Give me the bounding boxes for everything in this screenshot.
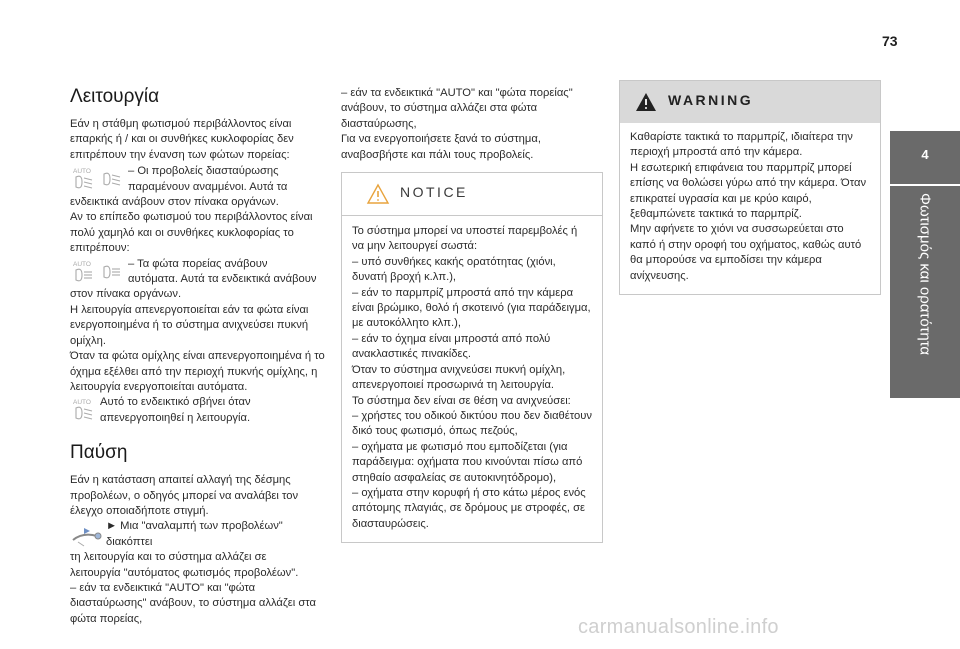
chapter-number: 4 <box>921 147 929 162</box>
auto-dipped-beam-icon <box>70 165 126 193</box>
pause-dash-1: – εάν τα ενδεικτικά "AUTO" και "φώτα διασταύρωσης" ανάβουν, το σύστημα αλλάζει στα φώτα πορείας, <box>70 581 317 625</box>
notice-item: – εάν το όχημα είναι μπροστά από πολύ ανακλαστικές πινακίδες. <box>352 332 551 361</box>
warning-title: WARNING <box>668 92 754 108</box>
auto-label: AUTO <box>73 260 91 268</box>
notice-item: – εάν το παρμπρίζ μπροστά από την κάμερα είναι βρώμικο, θολό ή σκοτεινό (για παράδειγμα, με αυτοκόλλητο κλπ.), <box>352 286 591 330</box>
column-3 <box>619 80 881 295</box>
headlamp-flash-item <box>70 519 332 581</box>
notice-p3: Το σύστημα δεν είναι σε θέση να ανιχνεύσει: <box>352 394 571 407</box>
pause-intro: Εάν η κατάσταση απαιτεί αλλαγή της δέσμης προβολέων, ο οδηγός μπορεί να αναλάβει τον έλεγχο οποιαδήποτε στιγμή. <box>70 474 299 517</box>
main-beam-item <box>70 257 332 303</box>
column-2 <box>341 86 603 543</box>
fog-indicator-first-line: Αυτό το ενδεικτικό σβήνει όταν <box>100 396 251 409</box>
notice-item: – οχήματα με φωτισμό που εμποδίζεται (για παράδειγμα: οχήματα που κινούνται πίσω από στηθαίο ασφαλείας σε αυτοκινητόδρομο), <box>352 440 583 484</box>
notice-p2: Όταν το σύστημα ανιχνεύσει πυκνή ομίχλη, απενεργοποιεί προσωρινά τη λειτουργία. <box>352 363 566 392</box>
notice-item: – υπό συνθήκες κακής ορατότητας (χιόνι, δυνατή βροχή κ.λπ.), <box>352 255 556 284</box>
fog-para: Όταν τα φώτα ομίχλης είναι απενεργοποιημένα ή το όχημα εξέλθει από την περιοχή πυκνής ομίχλης, η λειτουργία ενεργοποιείται αυτόματα. <box>70 350 325 393</box>
main-beam-second-line: αυτόματα. Αυτά τα ενδεικτικά ανάβουν <box>128 273 317 286</box>
warning-triangle-icon <box>634 91 658 113</box>
main-beam-first-line: – Τα φώτα πορείας ανάβουν <box>128 257 268 270</box>
column-1 <box>70 86 332 627</box>
page-number: 73 <box>882 33 898 49</box>
deactivation-para: Η λειτουργία απενεργοποιείται εάν τα φώτα είναι ενεργοποιημένα ή το σύστημα ανιχνεύσει πυκνή ομίχλη. <box>70 303 309 347</box>
warning-header <box>620 81 880 123</box>
chapter-number-box <box>890 131 960 184</box>
headlamp-flash-stalk-icon <box>70 520 104 548</box>
headlamp-flash-rest: λειτουργία "αυτόματος φωτισμός προβολέων". <box>70 566 299 579</box>
dipped-beam-rest: ενδεικτικά ανάβουν στον πίνακα οργάνων. <box>70 196 279 209</box>
auto-label: AUTO <box>73 168 91 176</box>
warning-p1: Καθαρίστε τακτικά το παρμπρίζ, ιδιαίτερα την περιοχή μπροστά από την κάμερα. <box>630 131 853 159</box>
notice-triangle-icon <box>366 183 390 205</box>
main-beam-rest: στον πίνακα οργάνων. <box>70 288 182 301</box>
notice-item: – οχήματα στην κορυφή ή στο κάτω μέρος ενός απότομης πλαγιάς, σε δρόμους με στροφές, σε διασταυρώσεις. <box>352 486 586 530</box>
notice-rule <box>342 215 602 216</box>
notice-title: NOTICE <box>400 184 468 201</box>
notice-item: – χρήστες του οδικού δικτύου που δεν διαθέτουν δικό τους φωτισμό, όπως πεζούς, <box>352 409 592 438</box>
section-heading-operation: Λειτουργία <box>70 86 160 107</box>
notice-panel <box>341 172 603 543</box>
chapter-divider <box>890 184 960 186</box>
chapter-title: Φωτισμός και ορατότητα <box>916 193 934 356</box>
reactivate-para: Για να ενεργοποιήσετε ξανά το σύστημα, αναβοσβήστε και πάλι τους προβολείς. <box>341 133 541 161</box>
dipped-beam-first-line: – Οι προβολείς διασταύρωσης <box>128 165 279 178</box>
warning-rule <box>620 123 880 124</box>
fog-indicator-item <box>70 395 332 426</box>
auto-label: AUTO <box>73 399 91 407</box>
low-light-para: Αν το επίπεδο φωτισμού του περιβάλλοντος είναι πολύ χαμηλό και οι συνθήκες κυκλοφορίας το επιτρέπουν: <box>70 211 313 255</box>
section-heading-pause: Παύση <box>70 442 128 464</box>
notice-header <box>352 173 592 215</box>
headlamp-flash-second-line: τη λειτουργία και το σύστημα αλλάζει σε <box>70 551 267 564</box>
headlamp-flash-first-line: ► Μια "αναλαμπή των προβολέων" διακόπτει <box>106 520 283 548</box>
warning-panel <box>619 80 881 295</box>
operation-intro: Εάν η στάθμη φωτισμού περιβάλλοντος είναι επαρκής ή / και οι συνθήκες κυκλοφορίας δεν επιτρέπουν την ένανση των φώτων πορείας: <box>70 118 294 161</box>
auto-lighting-icon <box>70 396 98 424</box>
warning-p2: Η εσωτερική επιφάνεια του παρμπρίζ μπορεί επίσης να θολώσει γύρω από την κάμερα. Όταν επικρατεί υγρασία και με κρύο καιρό, ξεθαμπώνετε τακτικά το παρμπρίζ. <box>630 161 867 221</box>
auto-main-beam-icon <box>70 258 126 286</box>
notice-p1: Το σύστημα μπορεί να υποστεί παρεμβολές ή να μην λειτουργεί σωστά: <box>352 225 578 253</box>
warning-p3: Μην αφήνετε το χιόνι να συσσωρεύεται στο καπό ή στην οροφή του οχήματος, καθώς αυτό θα μπορούσε να εμποδίσει την κάμερα ανίχνευσης. <box>630 223 862 282</box>
pause-dash-2: – εάν τα ενδεικτικά "AUTO" και "φώτα πορείας" ανάβουν, το σύστημα αλλάζει στα φώτα διασταύρωσης, <box>341 87 573 130</box>
chapter-tab[interactable] <box>890 131 960 398</box>
dipped-beam-second-line: παραμένουν αναμμένοι. Αυτά τα <box>128 180 288 193</box>
fog-indicator-second-line: απενεργοποιηθεί η λειτουργία. <box>100 411 251 424</box>
watermark: carmanualsonline.info <box>578 616 779 638</box>
dipped-beam-item <box>70 164 332 210</box>
